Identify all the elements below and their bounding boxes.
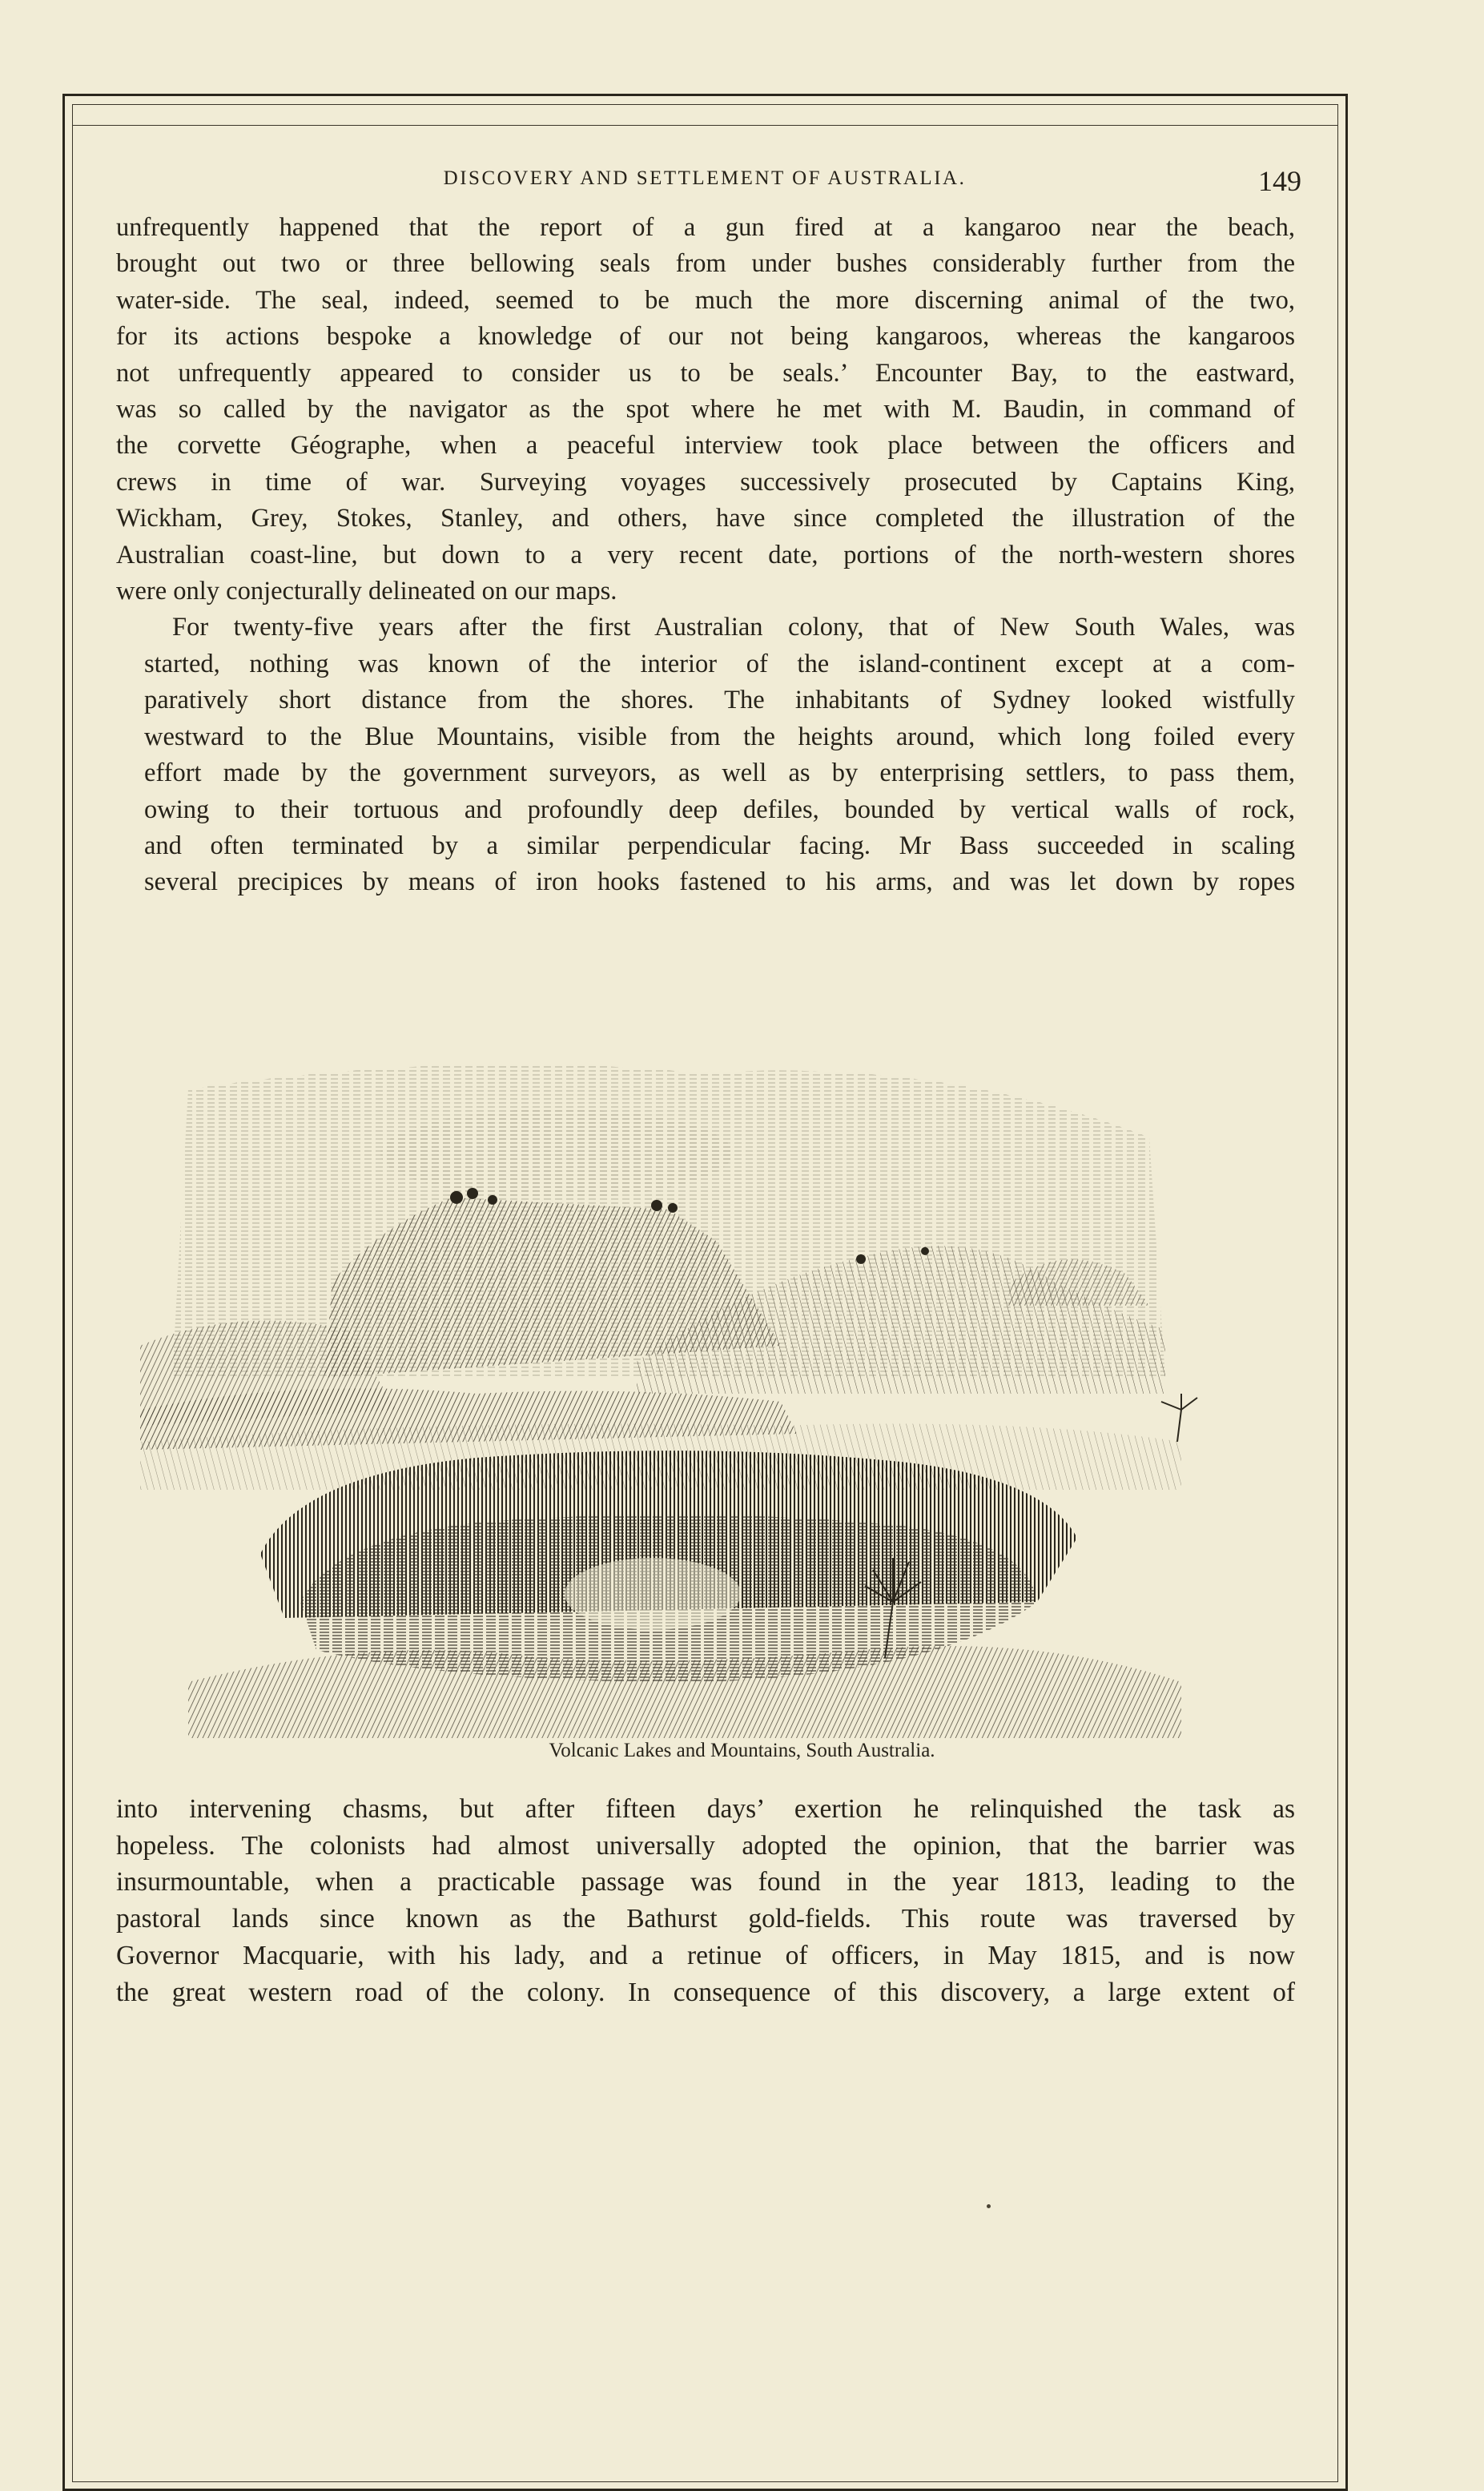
body-text-top — [116, 210, 1295, 901]
text-line: pastoral lands since known as the Bathurst gold-fields. This route was traversed by — [116, 1904, 1295, 1934]
illustration-caption: Volcanic Lakes and Mountains, South Australia. — [549, 1740, 935, 1761]
body-text-bottom — [116, 1791, 1295, 2010]
page-number: 149 — [1258, 165, 1301, 197]
text-line: several precipices by means of iron hooks fastened to his arms, and was let down by ropes — [144, 867, 1295, 897]
border-top-rule — [72, 125, 1338, 126]
text-line: Australian coast-line, but down to a very recent date, portions of the north-western shores — [116, 540, 1295, 569]
text-line: water-side. The seal, indeed, seemed to be much the more discerning animal of the two, — [116, 285, 1295, 315]
text-line: brought out two or three bellowing seals from under bushes considerably further from the — [116, 249, 1295, 279]
text-line: effort made by the government surveyors, as well as by enterprising settlers, to pass them, — [144, 759, 1295, 788]
text-line: For twenty-five years after the first Australian colony, that of New South Wales, was — [172, 613, 1295, 642]
paragraph-1 — [116, 210, 1295, 610]
text-line: owing to their tortuous and profoundly deep defiles, bounded by vertical walls of rock, — [144, 795, 1295, 824]
paragraph-3 — [116, 1791, 1295, 2010]
engraving-volcanic-lake — [140, 1041, 1225, 1738]
text-line: Wickham, Grey, Stokes, Stanley, and others, have since completed the illustration of the — [116, 504, 1295, 533]
text-line: for its actions bespoke a knowledge of our not being kangaroos, whereas the kangaroos — [116, 322, 1295, 352]
text-line: into intervening chasms, but after fifteen days’ exertion he relinquished the task as — [116, 1794, 1295, 1824]
ink-speck — [987, 2204, 991, 2208]
text-line: Governor Macquarie, with his lady, and a retinue of officers, in May 1815, and is now — [116, 1940, 1295, 1970]
text-line: crews in time of war. Surveying voyages successively prosecuted by Captains King, — [116, 467, 1295, 497]
text-line: were only conjecturally delineated on our maps. — [116, 577, 617, 606]
running-head — [108, 164, 1301, 196]
text-line: not unfrequently appeared to consider us to be seals.’ Encounter Bay, to the eastward, — [116, 358, 1295, 388]
text-line: insurmountable, when a practicable passage was found in the year 1813, leading to the — [116, 1867, 1295, 1897]
text-line: was so called by the navigator as the spot where he met with M. Baudin, in command of — [116, 395, 1295, 425]
text-line: the great western road of the colony. In consequence of this discovery, a large extent of — [116, 1977, 1295, 2007]
text-line: unfrequently happened that the report of a gun fired at a kangaroo near the beach, — [116, 213, 1295, 242]
text-line: westward to the Blue Mountains, visible from the heights around, which long foiled every — [144, 722, 1295, 751]
running-title: DISCOVERY AND SETTLEMENT OF AUSTRALIA. — [443, 167, 967, 189]
text-line: the corvette Géographe, when a peaceful interview took place between the officers and — [116, 431, 1295, 461]
text-line: and often terminated by a similar perpendicular facing. Mr Bass succeeded in scaling — [144, 831, 1295, 860]
text-line: paratively short distance from the shores. The inhabitants of Sydney looked wistfully — [144, 686, 1295, 715]
text-line: hopeless. The colonists had almost universally adopted the opinion, that the barrier was — [116, 1830, 1295, 1861]
text-line: started, nothing was known of the interior of the island-continent except at a com- — [144, 649, 1295, 678]
paragraph-2 — [116, 610, 1295, 900]
